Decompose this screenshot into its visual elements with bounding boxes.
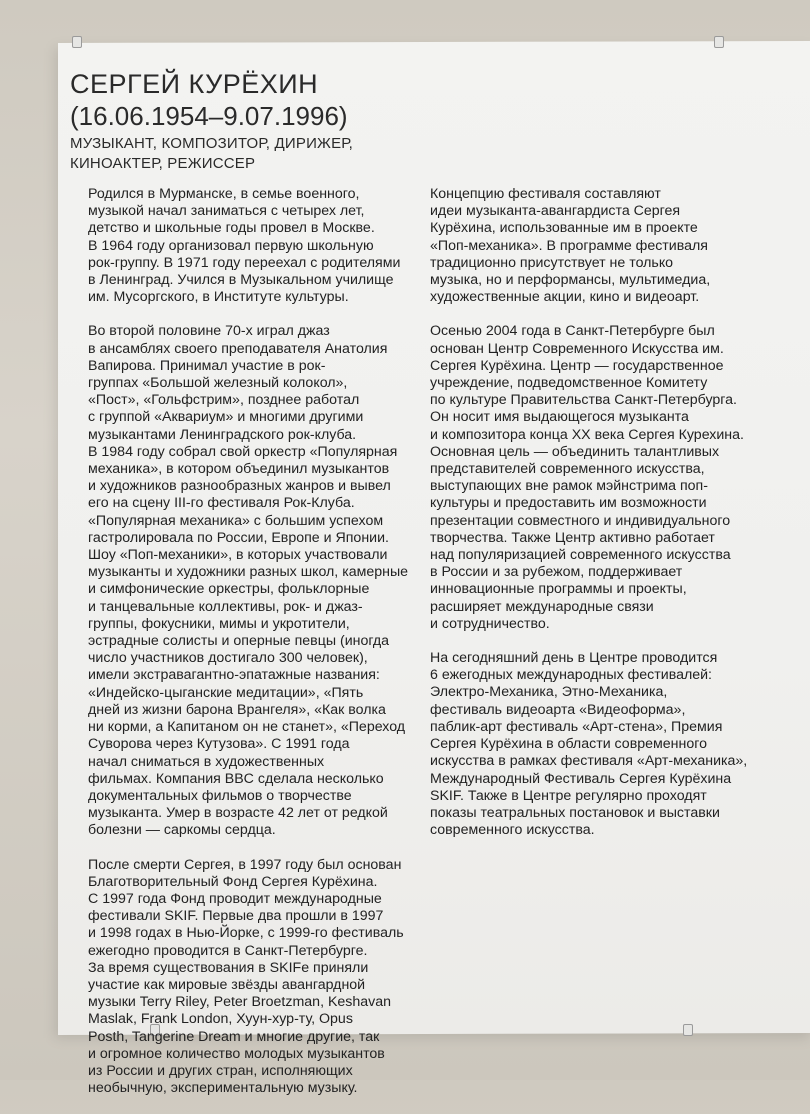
foundation-paragraph: После смерти Сергея, в 1997 году был основан Благотворительный Фонд Сергея Курёхина. С 1997 года Фонд проводит международные фестивали SKIF. Первые два прошли в 1997 и 1998 годах в Нью-Йорке, с 1999-го фестиваль ежегодно проводится в Санкт-Петербурге. За время существования в SKIFe приняли участие как мировые звёзды авангардной музыки Terry Riley, Peter Broetzman, Keshavan Maslak, Frank London, Хуун-хур-ту, Opus Posth, Tangerine Dream и многие другие, так и огромное количество молодых музыкантов из России и других стран, исполняющих необычную, экспериментальную музыку. — [88, 856, 404, 1097]
mounting-pin — [72, 36, 82, 48]
right-text-column — [430, 186, 780, 856]
left-text-column — [88, 186, 428, 1114]
biography-paragraph: Родился в Мурманске, в семье военного, музыкой начал заниматься с четырех лет, детство и школьные годы провел в Москве. В 1964 году организовал первую школьную рок-группу. В 1971 году переехал с родителями в Ленинград. Учился в Музыкальном училище им. Мусоргского, в Институте культуры. — [88, 186, 401, 306]
life-dates: (16.06.1954–9.07.1996) — [70, 101, 348, 131]
person-roles: МУЗЫКАНТ, КОМПОЗИТОР, ДИРИЖЕР, КИНОАКТЕР, РЕЖИССЕР — [70, 135, 354, 172]
career-paragraph: Во второй половине 70-х играл джаз в ансамблях своего преподавателя Анатолия Вапирова. Принимал участие в рок- группах «Большой железный колокол», «Пост», «Гольфстрим», позднее работал с группой «Аквариум» и многими другими музыкантами Ленинградского рок-клуба. В 1984 году собрал свой оркестр «Популярная механика», в котором объединил музыкантов и художников разнообразных жанров и вывел его на сцену III-го фестиваля Рок-Клуба. «Популярная механика» с большим успехом гастролировала по России, Европе и Японии. Шоу «Поп-механики», в которых участвовали музыканты и художники разных школ, камерные и симфонические оркестры, фольклорные и танцевальные коллективы, рок- и джаз- группы, фокусники, мимы и укротители, эстрадные солисты и оперные певцы (иногда число участников достигало 300 человек), имели экстравагантно-эпатажные названия: «Индейско-цыганские медитации», «Пять дней из жизни барона Врангеля», «Как волка ни корми, а Капитаном он не станет», «Переход Суворова через Кутузова». С 1991 года начал сниматься в художественных фильмах. Компания BBC сделала несколько документальных фильмов о творчестве музыканта. Умер в возрасте 42 лет от редкой болезни — саркомы сердца. — [88, 323, 409, 839]
festivals-list-paragraph: На сегодняшний день в Центре проводится 6 ежегодных международных фестивалей: Электро-Механика, Этно-Механика, фестиваль видеоарта «Видеоформа», паблик-арт фестиваль «Арт-стена», Премия Сергея Курёхина в области современного искусства в рамках фестиваля «Арт-механика», Международный Фестиваль Сергея Курёхина SKIF. Также в Центре регулярно проходят показы театральных постановок и выставки современного искусства. — [430, 650, 748, 839]
person-name: СЕРГЕЙ КУРЁХИН — [70, 69, 319, 99]
mounting-pin — [714, 36, 724, 48]
mounting-pin — [683, 1024, 693, 1036]
poster-header — [70, 68, 490, 174]
art-center-paragraph: Осенью 2004 года в Санкт-Петербурге был основан Центр Современного Искусства им. Сергея Курёхина. Центр — государственное учреждение, подведомственное Комитету по культуре Правительства Санкт-Петербурга. Он носит имя выдающегося музыканта и композитора конца XX века Сергея Курехина. Основная цель — объединить талантливых представителей современного искусства, выступающих вне рамок мэйнстрима поп- культуры и предоставить им возможности презентации совместного и индивидуального творчества. Также Центр активно работает над популяризацией современного искусства в России и за рубежом, поддерживает инновационные программы и проекты, расширяет международные связи и сотрудничество. — [430, 323, 744, 632]
festival-concept-paragraph: Концепцию фестиваля составляют идеи музыканта-авангардиста Сергея Курёхина, использованные им в проекте «Поп-механика». В программе фестиваля традиционно присутствует не только музыка, но и перформансы, мультимедиа, художественные акции, кино и видеоарт. — [430, 186, 711, 306]
